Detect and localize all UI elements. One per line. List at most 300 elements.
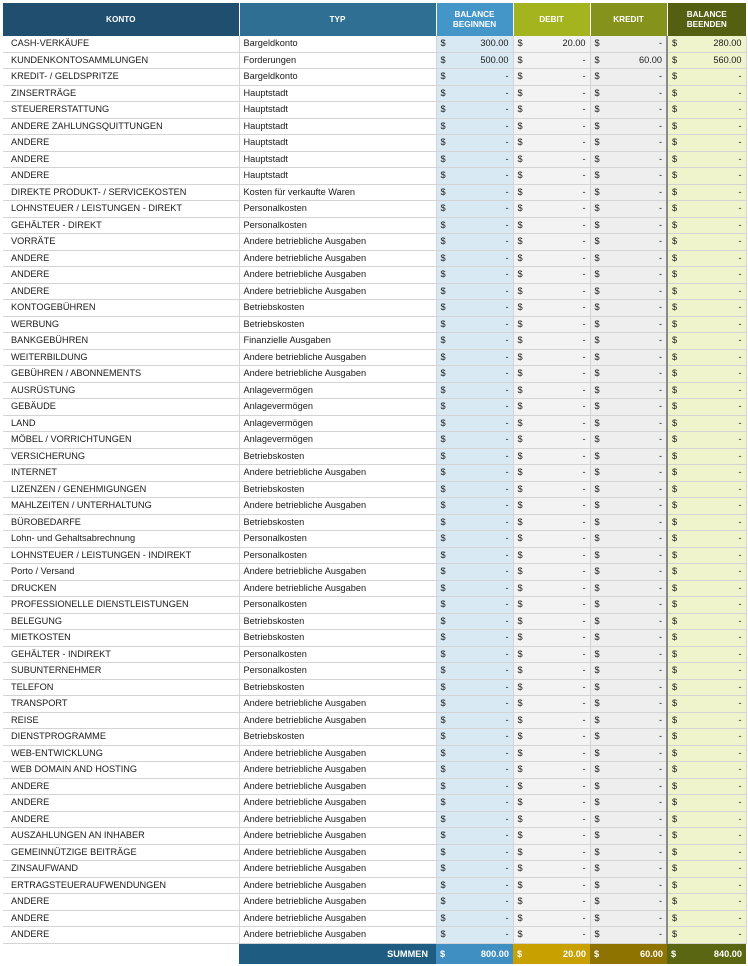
typ-cell[interactable]: Betriebskosten [239, 481, 436, 498]
balance-beginnen-cell[interactable] [436, 118, 513, 135]
balance-beenden-cell[interactable] [667, 382, 746, 399]
debit-cell[interactable] [513, 679, 590, 696]
balance-beenden-cell[interactable] [667, 498, 746, 515]
kredit-cell[interactable] [590, 630, 667, 647]
balance-beenden-cell[interactable] [667, 679, 746, 696]
konto-cell[interactable]: GEBÄUDE [3, 399, 239, 416]
konto-cell[interactable]: ANDERE [3, 795, 239, 812]
kredit-cell[interactable] [590, 69, 667, 86]
konto-cell[interactable]: ZINSERTRÄGE [3, 85, 239, 102]
total-debit-cell[interactable] [513, 943, 590, 964]
konto-cell[interactable]: ANDERE [3, 811, 239, 828]
typ-cell[interactable]: Hauptstadt [239, 135, 436, 152]
konto-cell[interactable]: ANDERE ZAHLUNGSQUITTUNGEN [3, 118, 239, 135]
typ-cell[interactable]: Personalkosten [239, 646, 436, 663]
konto-cell[interactable]: GEBÜHREN / ABONNEMENTS [3, 366, 239, 383]
konto-cell[interactable]: KUNDENKONTOSAMMLUNGEN [3, 52, 239, 69]
debit-cell[interactable] [513, 861, 590, 878]
typ-cell[interactable]: Andere betriebliche Ausgaben [239, 712, 436, 729]
balance-beenden-cell[interactable] [667, 729, 746, 746]
typ-cell[interactable]: Hauptstadt [239, 168, 436, 185]
debit-cell[interactable] [513, 382, 590, 399]
kredit-cell[interactable] [590, 184, 667, 201]
balance-beenden-cell[interactable] [667, 861, 746, 878]
balance-beginnen-cell[interactable] [436, 250, 513, 267]
debit-cell[interactable] [513, 366, 590, 383]
kredit-cell[interactable] [590, 217, 667, 234]
konto-cell[interactable]: WEB-ENTWICKLUNG [3, 745, 239, 762]
konto-cell[interactable]: TRANSPORT [3, 696, 239, 713]
debit-cell[interactable] [513, 564, 590, 581]
typ-cell[interactable]: Personalkosten [239, 531, 436, 548]
typ-cell[interactable]: Personalkosten [239, 597, 436, 614]
konto-cell[interactable]: ANDERE [3, 927, 239, 944]
kredit-cell[interactable] [590, 894, 667, 911]
typ-cell[interactable]: Andere betriebliche Ausgaben [239, 349, 436, 366]
balance-beginnen-cell[interactable] [436, 795, 513, 812]
debit-cell[interactable] [513, 811, 590, 828]
konto-cell[interactable]: VERSICHERUNG [3, 448, 239, 465]
debit-cell[interactable] [513, 481, 590, 498]
konto-cell[interactable]: ANDERE [3, 894, 239, 911]
balance-beginnen-cell[interactable] [436, 300, 513, 317]
kredit-cell[interactable] [590, 415, 667, 432]
total-balance-beginnen-cell[interactable] [436, 943, 513, 964]
total-kredit-cell[interactable] [590, 943, 667, 964]
balance-beenden-cell[interactable] [667, 36, 746, 52]
debit-cell[interactable] [513, 646, 590, 663]
debit-cell[interactable] [513, 432, 590, 449]
typ-cell[interactable]: Hauptstadt [239, 151, 436, 168]
konto-cell[interactable]: DIREKTE PRODUKT- / SERVICEKOSTEN [3, 184, 239, 201]
konto-cell[interactable]: STEUERERSTATTUNG [3, 102, 239, 119]
balance-beginnen-cell[interactable] [436, 811, 513, 828]
balance-beenden-cell[interactable] [667, 201, 746, 218]
typ-cell[interactable]: Anlagevermögen [239, 432, 436, 449]
debit-cell[interactable] [513, 85, 590, 102]
kredit-cell[interactable] [590, 927, 667, 944]
konto-cell[interactable]: LOHNSTEUER / LEISTUNGEN - INDIREKT [3, 547, 239, 564]
konto-cell[interactable]: REISE [3, 712, 239, 729]
kredit-cell[interactable] [590, 712, 667, 729]
debit-cell[interactable] [513, 250, 590, 267]
typ-cell[interactable]: Andere betriebliche Ausgaben [239, 811, 436, 828]
typ-cell[interactable]: Personalkosten [239, 547, 436, 564]
balance-beenden-cell[interactable] [667, 52, 746, 69]
balance-beenden-cell[interactable] [667, 745, 746, 762]
konto-cell[interactable]: BÜROBEDARFE [3, 514, 239, 531]
kredit-cell[interactable] [590, 85, 667, 102]
konto-cell[interactable]: BELEGUNG [3, 613, 239, 630]
kredit-cell[interactable] [590, 696, 667, 713]
kredit-cell[interactable] [590, 36, 667, 52]
typ-cell[interactable]: Anlagevermögen [239, 399, 436, 416]
balance-beginnen-cell[interactable] [436, 745, 513, 762]
balance-beenden-cell[interactable] [667, 85, 746, 102]
balance-beginnen-cell[interactable] [436, 465, 513, 482]
debit-cell[interactable] [513, 828, 590, 845]
balance-beenden-cell[interactable] [667, 630, 746, 647]
kredit-cell[interactable] [590, 778, 667, 795]
balance-beginnen-cell[interactable] [436, 778, 513, 795]
kredit-cell[interactable] [590, 366, 667, 383]
typ-cell[interactable]: Betriebskosten [239, 613, 436, 630]
balance-beenden-cell[interactable] [667, 349, 746, 366]
debit-cell[interactable] [513, 118, 590, 135]
debit-cell[interactable] [513, 531, 590, 548]
balance-beginnen-cell[interactable] [436, 646, 513, 663]
debit-cell[interactable] [513, 52, 590, 69]
balance-beenden-cell[interactable] [667, 778, 746, 795]
kredit-cell[interactable] [590, 102, 667, 119]
konto-cell[interactable]: ANDERE [3, 135, 239, 152]
konto-cell[interactable]: PROFESSIONELLE DIENSTLEISTUNGEN [3, 597, 239, 614]
balance-beenden-cell[interactable] [667, 217, 746, 234]
balance-beenden-cell[interactable] [667, 102, 746, 119]
balance-beginnen-cell[interactable] [436, 630, 513, 647]
typ-cell[interactable]: Anlagevermögen [239, 382, 436, 399]
balance-beginnen-cell[interactable] [436, 696, 513, 713]
typ-cell[interactable]: Andere betriebliche Ausgaben [239, 927, 436, 944]
konto-cell[interactable]: GEMEINNÜTZIGE BEITRÄGE [3, 844, 239, 861]
kredit-cell[interactable] [590, 646, 667, 663]
balance-beenden-cell[interactable] [667, 481, 746, 498]
konto-cell[interactable]: KREDIT- / GELDSPRITZE [3, 69, 239, 86]
kredit-cell[interactable] [590, 399, 667, 416]
kredit-cell[interactable] [590, 663, 667, 680]
kredit-cell[interactable] [590, 498, 667, 515]
typ-cell[interactable]: Anlagevermögen [239, 415, 436, 432]
kredit-cell[interactable] [590, 828, 667, 845]
kredit-cell[interactable] [590, 151, 667, 168]
balance-beginnen-cell[interactable] [436, 894, 513, 911]
kredit-cell[interactable] [590, 234, 667, 251]
kredit-cell[interactable] [590, 580, 667, 597]
konto-cell[interactable]: TELEFON [3, 679, 239, 696]
typ-cell[interactable]: Betriebskosten [239, 630, 436, 647]
typ-cell[interactable]: Andere betriebliche Ausgaben [239, 910, 436, 927]
balance-beenden-cell[interactable] [667, 696, 746, 713]
kredit-cell[interactable] [590, 300, 667, 317]
konto-cell[interactable]: ANDERE [3, 151, 239, 168]
konto-cell[interactable]: VORRÄTE [3, 234, 239, 251]
konto-cell[interactable]: INTERNET [3, 465, 239, 482]
balance-beenden-cell[interactable] [667, 531, 746, 548]
balance-beenden-cell[interactable] [667, 234, 746, 251]
balance-beenden-cell[interactable] [667, 877, 746, 894]
debit-cell[interactable] [513, 729, 590, 746]
balance-beginnen-cell[interactable] [436, 564, 513, 581]
balance-beginnen-cell[interactable] [436, 349, 513, 366]
debit-cell[interactable] [513, 580, 590, 597]
konto-cell[interactable]: MIETKOSTEN [3, 630, 239, 647]
debit-cell[interactable] [513, 399, 590, 416]
balance-beginnen-cell[interactable] [436, 399, 513, 416]
typ-cell[interactable]: Andere betriebliche Ausgaben [239, 465, 436, 482]
balance-beginnen-cell[interactable] [436, 448, 513, 465]
typ-cell[interactable]: Finanzielle Ausgaben [239, 333, 436, 350]
balance-beenden-cell[interactable] [667, 564, 746, 581]
typ-cell[interactable]: Betriebskosten [239, 300, 436, 317]
kredit-cell[interactable] [590, 910, 667, 927]
typ-cell[interactable]: Betriebskosten [239, 679, 436, 696]
konto-cell[interactable]: SUBUNTERNEHMER [3, 663, 239, 680]
debit-cell[interactable] [513, 201, 590, 218]
typ-cell[interactable]: Andere betriebliche Ausgaben [239, 795, 436, 812]
kredit-cell[interactable] [590, 745, 667, 762]
balance-beginnen-cell[interactable] [436, 498, 513, 515]
balance-beenden-cell[interactable] [667, 910, 746, 927]
typ-cell[interactable]: Hauptstadt [239, 118, 436, 135]
balance-beginnen-cell[interactable] [436, 333, 513, 350]
typ-cell[interactable]: Andere betriebliche Ausgaben [239, 762, 436, 779]
balance-beenden-cell[interactable] [667, 894, 746, 911]
debit-cell[interactable] [513, 300, 590, 317]
konto-cell[interactable]: ANDERE [3, 283, 239, 300]
typ-cell[interactable]: Andere betriebliche Ausgaben [239, 894, 436, 911]
balance-beginnen-cell[interactable] [436, 102, 513, 119]
konto-cell[interactable]: Porto / Versand [3, 564, 239, 581]
balance-beginnen-cell[interactable] [436, 168, 513, 185]
balance-beenden-cell[interactable] [667, 844, 746, 861]
kredit-cell[interactable] [590, 795, 667, 812]
kredit-cell[interactable] [590, 844, 667, 861]
debit-cell[interactable] [513, 877, 590, 894]
konto-cell[interactable]: AUSZAHLUNGEN AN INHABER [3, 828, 239, 845]
debit-cell[interactable] [513, 894, 590, 911]
balance-beginnen-cell[interactable] [436, 267, 513, 284]
kredit-cell[interactable] [590, 135, 667, 152]
typ-cell[interactable]: Bargeldkonto [239, 36, 436, 52]
balance-beginnen-cell[interactable] [436, 151, 513, 168]
konto-cell[interactable]: AUSRÜSTUNG [3, 382, 239, 399]
debit-cell[interactable] [513, 663, 590, 680]
kredit-cell[interactable] [590, 762, 667, 779]
debit-cell[interactable] [513, 927, 590, 944]
kredit-cell[interactable] [590, 861, 667, 878]
balance-beginnen-cell[interactable] [436, 613, 513, 630]
balance-beenden-cell[interactable] [667, 465, 746, 482]
balance-beginnen-cell[interactable] [436, 415, 513, 432]
balance-beginnen-cell[interactable] [436, 382, 513, 399]
konto-cell[interactable]: GEHÄLTER - DIREKT [3, 217, 239, 234]
debit-cell[interactable] [513, 498, 590, 515]
balance-beginnen-cell[interactable] [436, 712, 513, 729]
total-balance-beenden-cell[interactable] [667, 943, 746, 964]
konto-cell[interactable]: ANDERE [3, 267, 239, 284]
balance-beenden-cell[interactable] [667, 580, 746, 597]
kredit-cell[interactable] [590, 201, 667, 218]
konto-cell[interactable]: LIZENZEN / GENEHMIGUNGEN [3, 481, 239, 498]
balance-beginnen-cell[interactable] [436, 877, 513, 894]
balance-beenden-cell[interactable] [667, 69, 746, 86]
debit-cell[interactable] [513, 762, 590, 779]
debit-cell[interactable] [513, 217, 590, 234]
kredit-cell[interactable] [590, 547, 667, 564]
debit-cell[interactable] [513, 712, 590, 729]
balance-beenden-cell[interactable] [667, 762, 746, 779]
kredit-cell[interactable] [590, 250, 667, 267]
kredit-cell[interactable] [590, 283, 667, 300]
typ-cell[interactable]: Betriebskosten [239, 316, 436, 333]
balance-beginnen-cell[interactable] [436, 85, 513, 102]
debit-cell[interactable] [513, 630, 590, 647]
balance-beenden-cell[interactable] [667, 613, 746, 630]
typ-cell[interactable]: Hauptstadt [239, 85, 436, 102]
balance-beenden-cell[interactable] [667, 597, 746, 614]
konto-cell[interactable]: LAND [3, 415, 239, 432]
typ-cell[interactable]: Andere betriebliche Ausgaben [239, 267, 436, 284]
balance-beenden-cell[interactable] [667, 927, 746, 944]
konto-cell[interactable]: MAHLZEITEN / UNTERHALTUNG [3, 498, 239, 515]
debit-cell[interactable] [513, 415, 590, 432]
debit-cell[interactable] [513, 168, 590, 185]
debit-cell[interactable] [513, 448, 590, 465]
debit-cell[interactable] [513, 547, 590, 564]
typ-cell[interactable]: Hauptstadt [239, 102, 436, 119]
debit-cell[interactable] [513, 910, 590, 927]
typ-cell[interactable]: Andere betriebliche Ausgaben [239, 366, 436, 383]
balance-beenden-cell[interactable] [667, 366, 746, 383]
kredit-cell[interactable] [590, 118, 667, 135]
konto-cell[interactable]: WERBUNG [3, 316, 239, 333]
balance-beginnen-cell[interactable] [436, 432, 513, 449]
balance-beenden-cell[interactable] [667, 399, 746, 416]
debit-cell[interactable] [513, 283, 590, 300]
balance-beginnen-cell[interactable] [436, 234, 513, 251]
kredit-cell[interactable] [590, 316, 667, 333]
konto-cell[interactable]: MÖBEL / VORRICHTUNGEN [3, 432, 239, 449]
balance-beginnen-cell[interactable] [436, 729, 513, 746]
typ-cell[interactable]: Andere betriebliche Ausgaben [239, 498, 436, 515]
debit-cell[interactable] [513, 316, 590, 333]
balance-beenden-cell[interactable] [667, 712, 746, 729]
konto-cell[interactable]: DIENSTPROGRAMME [3, 729, 239, 746]
typ-cell[interactable]: Andere betriebliche Ausgaben [239, 283, 436, 300]
balance-beenden-cell[interactable] [667, 646, 746, 663]
konto-cell[interactable]: GEHÄLTER - INDIREKT [3, 646, 239, 663]
kredit-cell[interactable] [590, 448, 667, 465]
konto-cell[interactable]: ERTRAGSTEUERAUFWENDUNGEN [3, 877, 239, 894]
balance-beginnen-cell[interactable] [436, 580, 513, 597]
konto-cell[interactable]: WEB DOMAIN AND HOSTING [3, 762, 239, 779]
balance-beginnen-cell[interactable] [436, 69, 513, 86]
kredit-cell[interactable] [590, 564, 667, 581]
balance-beginnen-cell[interactable] [436, 663, 513, 680]
balance-beenden-cell[interactable] [667, 184, 746, 201]
balance-beginnen-cell[interactable] [436, 52, 513, 69]
konto-cell[interactable]: ANDERE [3, 250, 239, 267]
debit-cell[interactable] [513, 465, 590, 482]
balance-beenden-cell[interactable] [667, 151, 746, 168]
balance-beginnen-cell[interactable] [436, 531, 513, 548]
typ-cell[interactable]: Personalkosten [239, 217, 436, 234]
balance-beenden-cell[interactable] [667, 663, 746, 680]
balance-beenden-cell[interactable] [667, 135, 746, 152]
balance-beginnen-cell[interactable] [436, 481, 513, 498]
konto-cell[interactable]: BANKGEBÜHREN [3, 333, 239, 350]
kredit-cell[interactable] [590, 481, 667, 498]
debit-cell[interactable] [513, 135, 590, 152]
balance-beenden-cell[interactable] [667, 795, 746, 812]
balance-beginnen-cell[interactable] [436, 679, 513, 696]
balance-beenden-cell[interactable] [667, 250, 746, 267]
debit-cell[interactable] [513, 36, 590, 52]
balance-beginnen-cell[interactable] [436, 910, 513, 927]
typ-cell[interactable]: Andere betriebliche Ausgaben [239, 828, 436, 845]
kredit-cell[interactable] [590, 597, 667, 614]
debit-cell[interactable] [513, 333, 590, 350]
typ-cell[interactable]: Andere betriebliche Ausgaben [239, 580, 436, 597]
kredit-cell[interactable] [590, 52, 667, 69]
kredit-cell[interactable] [590, 382, 667, 399]
balance-beginnen-cell[interactable] [436, 514, 513, 531]
balance-beenden-cell[interactable] [667, 811, 746, 828]
debit-cell[interactable] [513, 349, 590, 366]
typ-cell[interactable]: Andere betriebliche Ausgaben [239, 564, 436, 581]
kredit-cell[interactable] [590, 729, 667, 746]
typ-cell[interactable]: Andere betriebliche Ausgaben [239, 877, 436, 894]
balance-beginnen-cell[interactable] [436, 135, 513, 152]
typ-cell[interactable]: Betriebskosten [239, 448, 436, 465]
balance-beenden-cell[interactable] [667, 828, 746, 845]
kredit-cell[interactable] [590, 432, 667, 449]
typ-cell[interactable]: Andere betriebliche Ausgaben [239, 696, 436, 713]
debit-cell[interactable] [513, 234, 590, 251]
balance-beenden-cell[interactable] [667, 514, 746, 531]
konto-cell[interactable]: LOHNSTEUER / LEISTUNGEN - DIREKT [3, 201, 239, 218]
balance-beenden-cell[interactable] [667, 333, 746, 350]
balance-beenden-cell[interactable] [667, 448, 746, 465]
konto-cell[interactable]: ANDERE [3, 168, 239, 185]
kredit-cell[interactable] [590, 333, 667, 350]
typ-cell[interactable]: Andere betriebliche Ausgaben [239, 234, 436, 251]
balance-beenden-cell[interactable] [667, 432, 746, 449]
konto-cell[interactable]: ANDERE [3, 910, 239, 927]
kredit-cell[interactable] [590, 811, 667, 828]
balance-beenden-cell[interactable] [667, 267, 746, 284]
balance-beginnen-cell[interactable] [436, 547, 513, 564]
typ-cell[interactable]: Andere betriebliche Ausgaben [239, 778, 436, 795]
balance-beginnen-cell[interactable] [436, 283, 513, 300]
kredit-cell[interactable] [590, 877, 667, 894]
typ-cell[interactable]: Betriebskosten [239, 514, 436, 531]
balance-beginnen-cell[interactable] [436, 201, 513, 218]
konto-cell[interactable]: ZINSAUFWAND [3, 861, 239, 878]
balance-beginnen-cell[interactable] [436, 844, 513, 861]
debit-cell[interactable] [513, 613, 590, 630]
balance-beginnen-cell[interactable] [436, 36, 513, 52]
balance-beenden-cell[interactable] [667, 547, 746, 564]
kredit-cell[interactable] [590, 514, 667, 531]
balance-beenden-cell[interactable] [667, 316, 746, 333]
debit-cell[interactable] [513, 778, 590, 795]
debit-cell[interactable] [513, 151, 590, 168]
balance-beginnen-cell[interactable] [436, 316, 513, 333]
typ-cell[interactable]: Forderungen [239, 52, 436, 69]
debit-cell[interactable] [513, 69, 590, 86]
balance-beenden-cell[interactable] [667, 168, 746, 185]
kredit-cell[interactable] [590, 679, 667, 696]
typ-cell[interactable]: Betriebskosten [239, 729, 436, 746]
konto-cell[interactable]: DRUCKEN [3, 580, 239, 597]
typ-cell[interactable]: Kosten für verkaufte Waren [239, 184, 436, 201]
debit-cell[interactable] [513, 597, 590, 614]
balance-beenden-cell[interactable] [667, 300, 746, 317]
kredit-cell[interactable] [590, 465, 667, 482]
typ-cell[interactable]: Andere betriebliche Ausgaben [239, 745, 436, 762]
balance-beginnen-cell[interactable] [436, 184, 513, 201]
